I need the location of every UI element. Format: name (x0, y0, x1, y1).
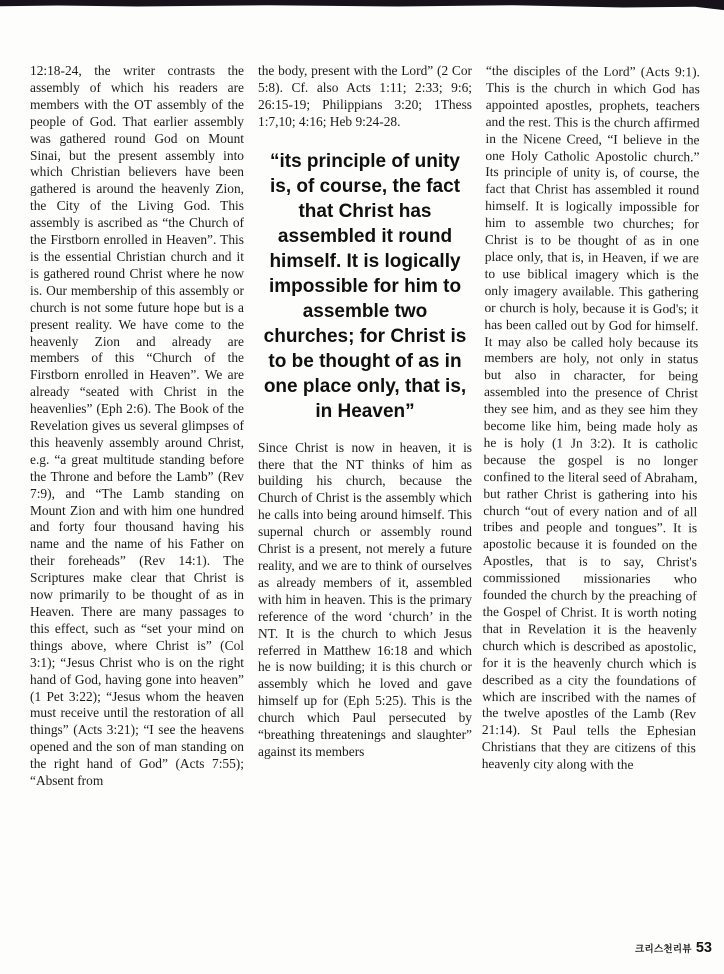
scan-artifact-top-band (0, 0, 724, 13)
footer-magazine-title: 크리스천리뷰 (634, 944, 692, 955)
text-column-3 (482, 63, 700, 791)
column-2-body-paragraph: Since Christ is now in heaven, it is there that the NT thinks of him as building his church, because the Church of Christ is the assembly which he calls into being around himself. This supernal church or assembly round Christ is a present, not merely a future reality, and we are to think of ourselves as already members of it, assembled with him in heaven. This is the primary reference of the word ‘church’ in the NT. It is the church to which Jesus referred in Matthew 16:18 and which he is now building; it is this church or assembly which he loved and gave himself up for (Eph 5:25). This is the church which Paul persecuted by “breathing threatenings and slaughter” against its members (258, 439, 472, 759)
pull-quote: “its principle of unity is, of course, the fact that Christ has assembled it round himself. It is logically impossible for him to assemble two churches; for Christ is to be thought of as in one place only, that is, in Heaven” (263, 150, 467, 422)
footer-page-number: 53 (695, 940, 712, 956)
text-column-1 (30, 63, 244, 790)
column-2-intro-paragraph: the body, present with the Lord” (2 Cor 5:8). Cf. also Acts 1:11; 2:33; 9:6; 26:15-19; Philippians 3:20; 1Thess 1:7,10; 4:16; Heb 9:24-28. (258, 63, 472, 129)
column-1-paragraph: 12:18-24, the writer contrasts the assembly of which his readers are members with the OT assembly of the people of God. That earlier assembly was gathered round God on Mount Sinai, but the present assembly into which Christian believers have been gathered is around the heavenly Zion, the City of the Living God. This assembly is ascribed as “the Church of the Firstborn enrolled in Heaven”. This is the essential Christian church and it is gathered round Christ where he now is. Our membership of this assembly or church is not some future hope but is a present reality. We have come to the heavenly Zion and already are members of this “Church of the Firstborn enrolled in Heaven”. We are already “seated with Christ in the heavenlies” (Eph 2:6). The Book of the Revelation gives us several glimpses of this heavenly assembly around Christ, e.g. “a great multitude standing before the Throne and before the Lamb” (Rev 7:9), and “The Lamb standing on Mount Zion and with him one hundred and forty four thousand having his name and the name of his Father on their foreheads” (Rev 14:1). The Scriptures make clear that Christ is now primarily to be thought of as in Heaven. There are many passages to this effect, such as “set your mind on things above, where Christ is” (Col 3:1); “Jesus Christ who is on the right hand of God, having gone into heaven” (1 Pet 3:22); “Jesus whom the heaven must receive until the restoration of all things” (Acts 3:21); “I see the heavens opened and the son of man standing on the right hand of God” (Acts 7:55); “Absent from (30, 63, 244, 789)
article-body (30, 63, 700, 790)
page-footer (635, 940, 712, 956)
text-column-2 (258, 63, 472, 790)
column-3-paragraph: “the disciples of the Lord” (Acts 9:1). This is the church in which God has appointed apostles, prophets, teachers and the rest. This is the church affirmed in the Nicene Creed, “I believe in the one Holy Catholic Apostolic church.” Its principle of unity is, of course, the fact that Christ has assembled it round himself. It is logically impossible for him to assemble two churches; for Christ is to be thought of as in one place only, that is, in Heaven, if we are to use biblical imagery which is the only imagery available. This gathering or church is holy, because it is God's; it has been called out by God for himself. It may also be called holy because its members are holy, not only in status but also in character, for being assembled into the presence of Christ they see him, and as they see him they become like him, being made holy as he is holy (1 Jn 3:2). It is catholic because the gospel is no longer confined to the literal seed of Abraham, but rather Christ is gathering into his church “out of every nation and of all tribes and people and tongues”. It is apostolic because it is founded on the Apostles, that is to say, Christ's commissioned missionaries who founded the church by the preaching of the Gospel of Christ. It is worth noting that in Revelation it is the heavenly church which is described as apostolic, for it is the heavenly church which is described as a city the foundations of which are inscribed with the names of the twelve apostles of the Lamb (Rev 21:14). St Paul tells the Ephesian Christians that they are citizens of this heavenly city along with the (481, 63, 700, 773)
